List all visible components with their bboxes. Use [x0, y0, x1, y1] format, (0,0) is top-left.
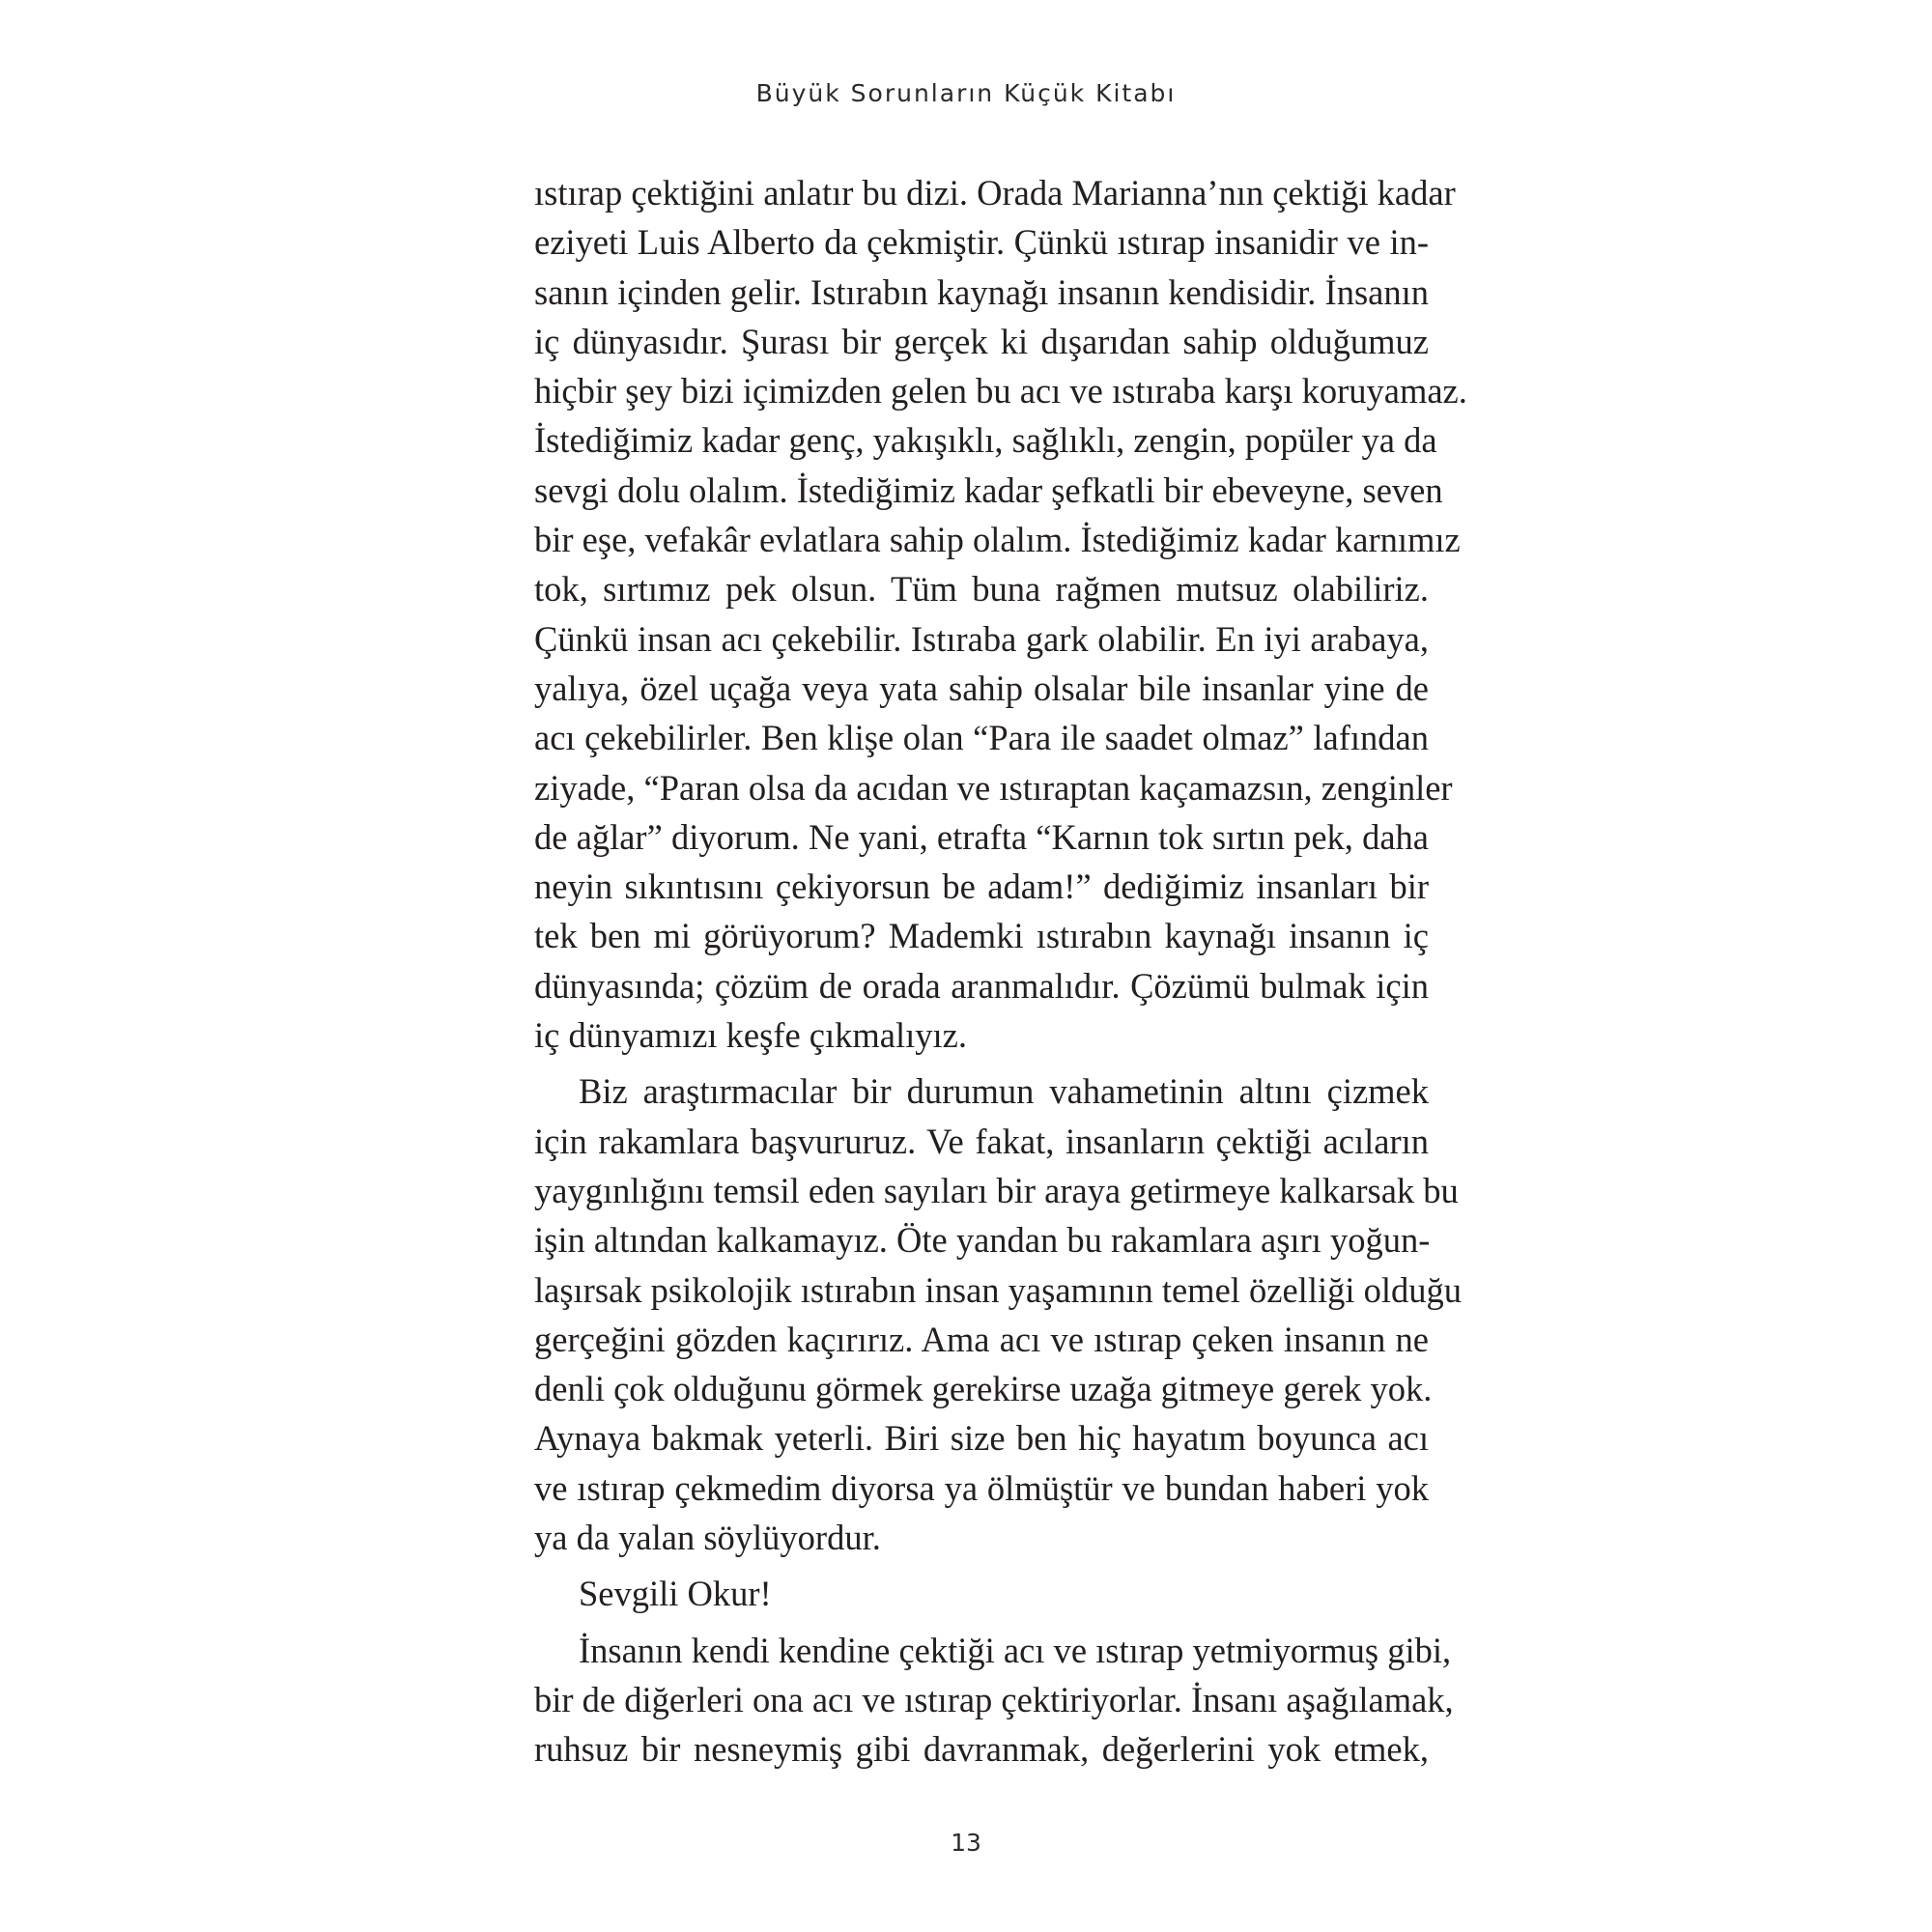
text-line: Biz araştırmacılar bir durumun vahametinin altını çizmek [579, 1071, 1429, 1112]
text-line: Sevgili Okur! [579, 1574, 772, 1614]
text-line: ıstırap çektiğini anlatır bu dizi. Orada Marianna’nın çektiği kadar [534, 173, 1456, 213]
text-line: yalıya, özel uçağa veya yata sahip olsalar bile insanlar yine de [534, 668, 1429, 708]
text-line: Aynaya bakmak yeterli. Biri size ben hiç hayatım boyunca acı [534, 1418, 1429, 1459]
text-line: yaygınlığını temsil eden sayıları bir araya getirmeye kalkarsak bu [534, 1170, 1459, 1210]
running-header-title: Büyük Sorunların Küçük Kitabı [755, 79, 1177, 107]
text-line: İstediğimiz kadar genç, yakışıklı, sağlıklı, zengin, popüler ya da [534, 420, 1437, 461]
text-line: sevgi dolu olalım. İstediğimiz kadar şefkatli bir ebeveyne, seven [534, 469, 1443, 510]
text-line: sanın içinden gelir. Istırabın kaynağı insanın kendisidir. İnsanın [534, 271, 1429, 312]
text-line: Çünkü insan acı çekebilir. Istıraba gark olabilir. En iyi arabaya, [534, 618, 1429, 659]
text-line: İnsanın kendi kendine çektiği acı ve ıstırap yetmiyormuş gibi, [579, 1630, 1452, 1670]
text-line: denli çok olduğunu görmek gerekirse uzağa gitmeye gerek yok. [534, 1369, 1433, 1409]
text-line: işin altından kalkamayız. Öte yandan bu rakamlara aşırı yoğun- [534, 1220, 1431, 1261]
text-line: iç dünyamızı keşfe çıkmalıyız. [534, 1015, 967, 1056]
page-number: 13 [951, 1829, 981, 1857]
text-line: bir de diğerleri ona acı ve ıstırap çektiriyorlar. İnsanı aşağılamak, [534, 1679, 1454, 1719]
paragraph [534, 1626, 1454, 1775]
text-line: ya da yalan söylüyordur. [534, 1518, 881, 1558]
text-line: hiçbir şey bizi içimizden gelen bu acı ve ıstıraba karşı koruyamaz. [534, 371, 1467, 412]
text-line: de ağlar” diyorum. Ne yani, etrafta “Karnın tok sırtın pek, daha [534, 816, 1429, 857]
text-line: ve ıstırap çekmedim diyorsa ya ölmüştür ve bundan haberi yok [534, 1467, 1429, 1508]
text-line: ruhsuz bir nesneymiş gibi davranmak, değerlerini yok etmek, [534, 1729, 1429, 1770]
paragraph-spacer [534, 1619, 1429, 1626]
paragraph [534, 168, 1467, 1060]
paragraph [534, 1569, 1429, 1618]
paragraph-spacer [534, 1060, 1429, 1066]
text-line: iç dünyasıdır. Şurası bir gerçek ki dışarıdan sahip olduğumuz [534, 321, 1429, 361]
text-line: acı çekebilirler. Ben klişe olan “Para ile saadet olmaz” lafından [534, 718, 1429, 758]
text-line: bir eşe, vefakâr evlatlara sahip olalım. İstediğimiz kadar karnımız [534, 520, 1461, 560]
text-line: eziyeti Luis Alberto da çekmiştir. Çünkü ıstırap insanidir ve in- [534, 222, 1429, 263]
body-text [534, 168, 1467, 1775]
text-line: dünyasında; çözüm de orada aranmalıdır. Çözümü bulmak için [534, 965, 1429, 1006]
text-line: için rakamlara başvururuz. Ve fakat, insanların çektiği acıların [534, 1121, 1429, 1161]
paragraph [534, 1066, 1463, 1562]
text-line: tek ben mi görüyorum? Mademki ıstırabın kaynağı insanın iç [534, 916, 1429, 956]
text-line: neyin sıkıntısını çekiyorsun be adam!” dediğimiz insanları bir [534, 867, 1429, 907]
paragraph-spacer [534, 1562, 1429, 1569]
text-line: ziyade, “Paran olsa da acıdan ve ıstıraptan kaçamazsın, zenginler [534, 767, 1453, 808]
text-line: tok, sırtımız pek olsun. Tüm buna rağmen mutsuz olabiliriz. [534, 569, 1429, 610]
text-line: gerçeğini gözden kaçırırız. Ama acı ve ıstırap çeken insanın ne [534, 1319, 1429, 1359]
text-line: laşırsak psikolojik ıstırabın insan yaşamının temel özelliği olduğu [534, 1269, 1463, 1310]
